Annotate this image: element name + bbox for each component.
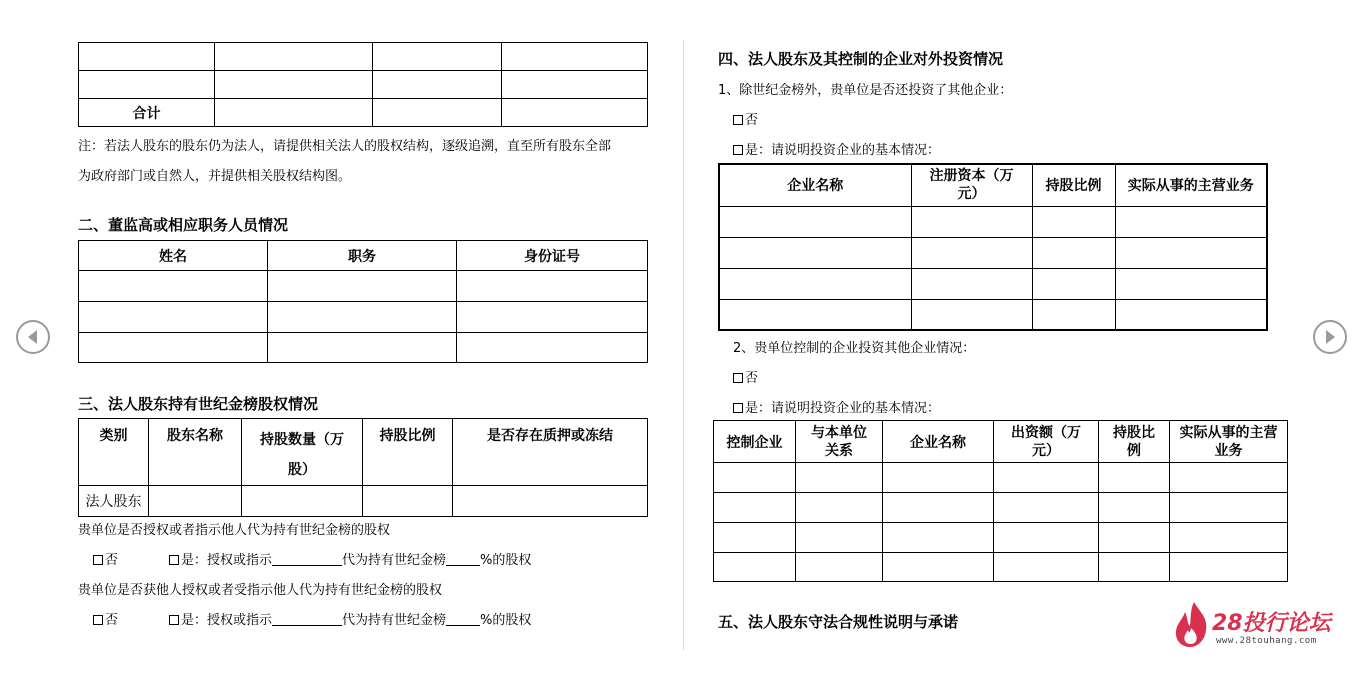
checkbox-icon[interactable] bbox=[169, 555, 179, 565]
equity-table bbox=[78, 418, 648, 517]
col-contribution: 出资额（万元） bbox=[994, 421, 1099, 463]
row-corporate-shareholder: 法人股东 bbox=[79, 486, 149, 517]
col-position: 职务 bbox=[268, 241, 457, 271]
question-authorized-by: 贵单位是否获他人授权或者受指示他人代为持有世纪金榜的股权 bbox=[78, 583, 443, 598]
col-holding-ratio-2: 持股比例 bbox=[1099, 421, 1170, 463]
col-share-quantity: 持股数量（万 股） bbox=[242, 419, 363, 486]
col-shareholder-name: 股东名称 bbox=[149, 419, 242, 486]
option-no-2[interactable]: 否 bbox=[93, 609, 118, 628]
section-2-title: 二、董监高或相应职务人员情况 bbox=[78, 216, 289, 234]
col-name: 姓名 bbox=[79, 241, 268, 271]
directors-table bbox=[78, 240, 648, 363]
page-divider bbox=[683, 40, 684, 650]
col-main-business: 实际从事的主营业务 bbox=[1115, 164, 1267, 206]
col-main-business-2: 实际从事的主营业务 bbox=[1170, 421, 1288, 463]
col-holding-ratio: 持股比例 bbox=[1032, 164, 1115, 206]
section-4-title: 四、法人股东及其控制的企业对外投资情况 bbox=[718, 50, 1004, 68]
brand-url: www.28touhang.com bbox=[1216, 636, 1317, 646]
col-registered-capital: 注册资本（万元） bbox=[911, 164, 1032, 206]
note-line-1: 注：若法人股东的股东仍为法人，请提供相关法人的股权结构，逐级追溯，直至所有股东全部 bbox=[78, 139, 612, 154]
question-other-investments: 1、除世纪金榜外，贵单位是否还投资了其他企业： bbox=[718, 83, 1013, 98]
option-no-1[interactable]: 否 bbox=[93, 549, 118, 568]
total-label: 合计 bbox=[79, 99, 215, 127]
checkbox-icon[interactable] bbox=[733, 373, 743, 383]
brand-name: 28投行论坛 bbox=[1212, 611, 1331, 636]
checkbox-icon[interactable] bbox=[733, 115, 743, 125]
blank-field[interactable] bbox=[446, 625, 480, 626]
option-yes-2[interactable]: 是：授权或指示 代为持有世纪金榜 %的股权 bbox=[169, 609, 531, 628]
question-authorize: 贵单位是否授权或者指示他人代为持有世纪金榜的股权 bbox=[78, 523, 391, 538]
section-5-title: 五、法人股东守法合规性说明与承诺 bbox=[718, 613, 959, 631]
col-relation: 与本单位关系 bbox=[796, 421, 883, 463]
arrow-right-icon bbox=[1315, 322, 1345, 352]
option-no-4[interactable]: 否 bbox=[733, 367, 758, 386]
option-yes-3[interactable]: 是：请说明投资企业的基本情况： bbox=[733, 139, 940, 158]
investment-table bbox=[718, 163, 1268, 331]
checkbox-icon[interactable] bbox=[733, 403, 743, 413]
arrow-left-icon bbox=[18, 322, 48, 352]
option-yes-4[interactable]: 是：请说明投资企业的基本情况： bbox=[733, 397, 940, 416]
checkbox-icon[interactable] bbox=[733, 145, 743, 155]
prev-page-button[interactable] bbox=[16, 320, 50, 354]
blank-field[interactable] bbox=[446, 565, 480, 566]
option-yes-1[interactable]: 是：授权或指示 代为持有世纪金榜 %的股权 bbox=[169, 549, 531, 568]
checkbox-icon[interactable] bbox=[169, 615, 179, 625]
section-3-title: 三、法人股东持有世纪金榜股权情况 bbox=[78, 395, 319, 413]
option-no-3[interactable]: 否 bbox=[733, 109, 758, 128]
checkbox-icon[interactable] bbox=[93, 555, 103, 565]
flame-icon bbox=[1172, 600, 1212, 650]
col-id-number: 身份证号 bbox=[457, 241, 648, 271]
shareholder-table bbox=[78, 42, 648, 127]
blank-field[interactable] bbox=[272, 625, 342, 626]
checkbox-icon[interactable] bbox=[93, 615, 103, 625]
col-company-name-2: 企业名称 bbox=[883, 421, 994, 463]
col-share-ratio: 持股比例 bbox=[363, 419, 453, 486]
next-page-button[interactable] bbox=[1313, 320, 1347, 354]
blank-field[interactable] bbox=[272, 565, 342, 566]
col-controlled-company: 控制企业 bbox=[714, 421, 796, 463]
watermark-logo bbox=[1172, 600, 1342, 650]
col-company-name: 企业名称 bbox=[719, 164, 911, 206]
note-line-2: 为政府部门或自然人，并提供相关股权结构图。 bbox=[78, 169, 352, 184]
question-controlled-investments: 2、贵单位控制的企业投资其他企业情况： bbox=[733, 341, 976, 356]
col-category: 类别 bbox=[79, 419, 149, 486]
col-pledge-freeze: 是否存在质押或冻结 bbox=[453, 419, 648, 486]
controlled-investment-table bbox=[713, 420, 1288, 582]
